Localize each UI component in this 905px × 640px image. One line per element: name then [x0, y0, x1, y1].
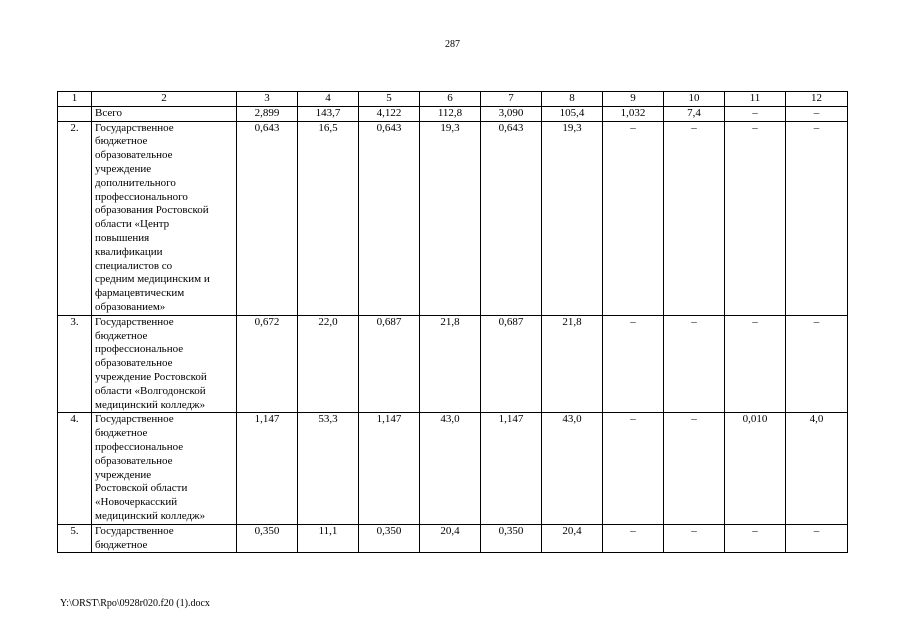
- value-cell: –: [603, 413, 664, 524]
- column-header-6: 6: [420, 92, 481, 107]
- value-cell: 0,350: [237, 524, 298, 553]
- value-cell: 19,3: [420, 121, 481, 315]
- value-cell: –: [725, 524, 786, 553]
- value-cell: –: [603, 121, 664, 315]
- value-cell: 21,8: [542, 315, 603, 413]
- value-cell: 20,4: [542, 524, 603, 553]
- value-cell: 1,147: [237, 413, 298, 524]
- value-cell: –: [725, 106, 786, 121]
- column-header-8: 8: [542, 92, 603, 107]
- value-cell: 112,8: [420, 106, 481, 121]
- row-number-cell: [58, 106, 92, 121]
- column-header-10: 10: [664, 92, 725, 107]
- value-cell: 11,1: [298, 524, 359, 553]
- row-number-cell: 2.: [58, 121, 92, 315]
- value-cell: 16,5: [298, 121, 359, 315]
- table-row: [58, 121, 848, 315]
- value-cell: –: [786, 121, 848, 315]
- value-cell: 0,643: [237, 121, 298, 315]
- value-cell: 0,350: [481, 524, 542, 553]
- value-cell: –: [786, 524, 848, 553]
- value-cell: 0,010: [725, 413, 786, 524]
- value-cell: 7,4: [664, 106, 725, 121]
- table-header-row: [58, 92, 848, 107]
- page-number: 287: [445, 39, 460, 50]
- value-cell: 19,3: [542, 121, 603, 315]
- value-cell: –: [725, 315, 786, 413]
- row-number-cell: 4.: [58, 413, 92, 524]
- value-cell: –: [786, 106, 848, 121]
- table-row: [58, 315, 848, 413]
- value-cell: –: [664, 413, 725, 524]
- value-cell: 1,147: [359, 413, 420, 524]
- column-header-1: 1: [58, 92, 92, 107]
- institution-name-cell: Государственное бюджетное образовательное учреждение дополнительного профессионального образования Ростовской области «Центр повышения квалификации специалистов со средним медицинским и фармацевтическим образованием»: [92, 121, 237, 315]
- column-header-5: 5: [359, 92, 420, 107]
- table-row: [58, 413, 848, 524]
- value-cell: 4,0: [786, 413, 848, 524]
- column-header-11: 11: [725, 92, 786, 107]
- value-cell: 2,899: [237, 106, 298, 121]
- value-cell: –: [603, 315, 664, 413]
- column-header-9: 9: [603, 92, 664, 107]
- value-cell: 105,4: [542, 106, 603, 121]
- value-cell: 3,090: [481, 106, 542, 121]
- value-cell: –: [664, 121, 725, 315]
- value-cell: 53,3: [298, 413, 359, 524]
- table-row: [58, 106, 848, 121]
- value-cell: 0,687: [359, 315, 420, 413]
- column-header-12: 12: [786, 92, 848, 107]
- column-header-4: 4: [298, 92, 359, 107]
- institution-name-cell: Государственное бюджетное профессиональное образовательное учреждение Ростовской области «Волгодонской медицинский колледж»: [92, 315, 237, 413]
- value-cell: 0,643: [481, 121, 542, 315]
- value-cell: –: [725, 121, 786, 315]
- value-cell: 0,643: [359, 121, 420, 315]
- value-cell: 0,687: [481, 315, 542, 413]
- footer-file-path: Y:\ORST\Rpo\0928r020.f20 (1).docx: [60, 598, 210, 609]
- value-cell: 0,350: [359, 524, 420, 553]
- value-cell: 1,147: [481, 413, 542, 524]
- row-number-cell: 5.: [58, 524, 92, 553]
- value-cell: –: [603, 524, 664, 553]
- column-header-2: 2: [92, 92, 237, 107]
- column-header-3: 3: [237, 92, 298, 107]
- value-cell: –: [664, 524, 725, 553]
- institution-name-cell: Государственное бюджетное: [92, 524, 237, 553]
- value-cell: 1,032: [603, 106, 664, 121]
- value-cell: 20,4: [420, 524, 481, 553]
- value-cell: 4,122: [359, 106, 420, 121]
- value-cell: 22,0: [298, 315, 359, 413]
- table-row: [58, 524, 848, 553]
- value-cell: 143,7: [298, 106, 359, 121]
- column-header-7: 7: [481, 92, 542, 107]
- row-number-cell: 3.: [58, 315, 92, 413]
- value-cell: 43,0: [420, 413, 481, 524]
- data-table: [57, 91, 848, 553]
- value-cell: 0,672: [237, 315, 298, 413]
- value-cell: 21,8: [420, 315, 481, 413]
- institution-name-cell: Государственное бюджетное профессиональное образовательное учреждение Ростовской области «Новочеркасский медицинский колледж»: [92, 413, 237, 524]
- value-cell: –: [786, 315, 848, 413]
- value-cell: –: [664, 315, 725, 413]
- value-cell: 43,0: [542, 413, 603, 524]
- institution-name-cell: Всего: [92, 106, 237, 121]
